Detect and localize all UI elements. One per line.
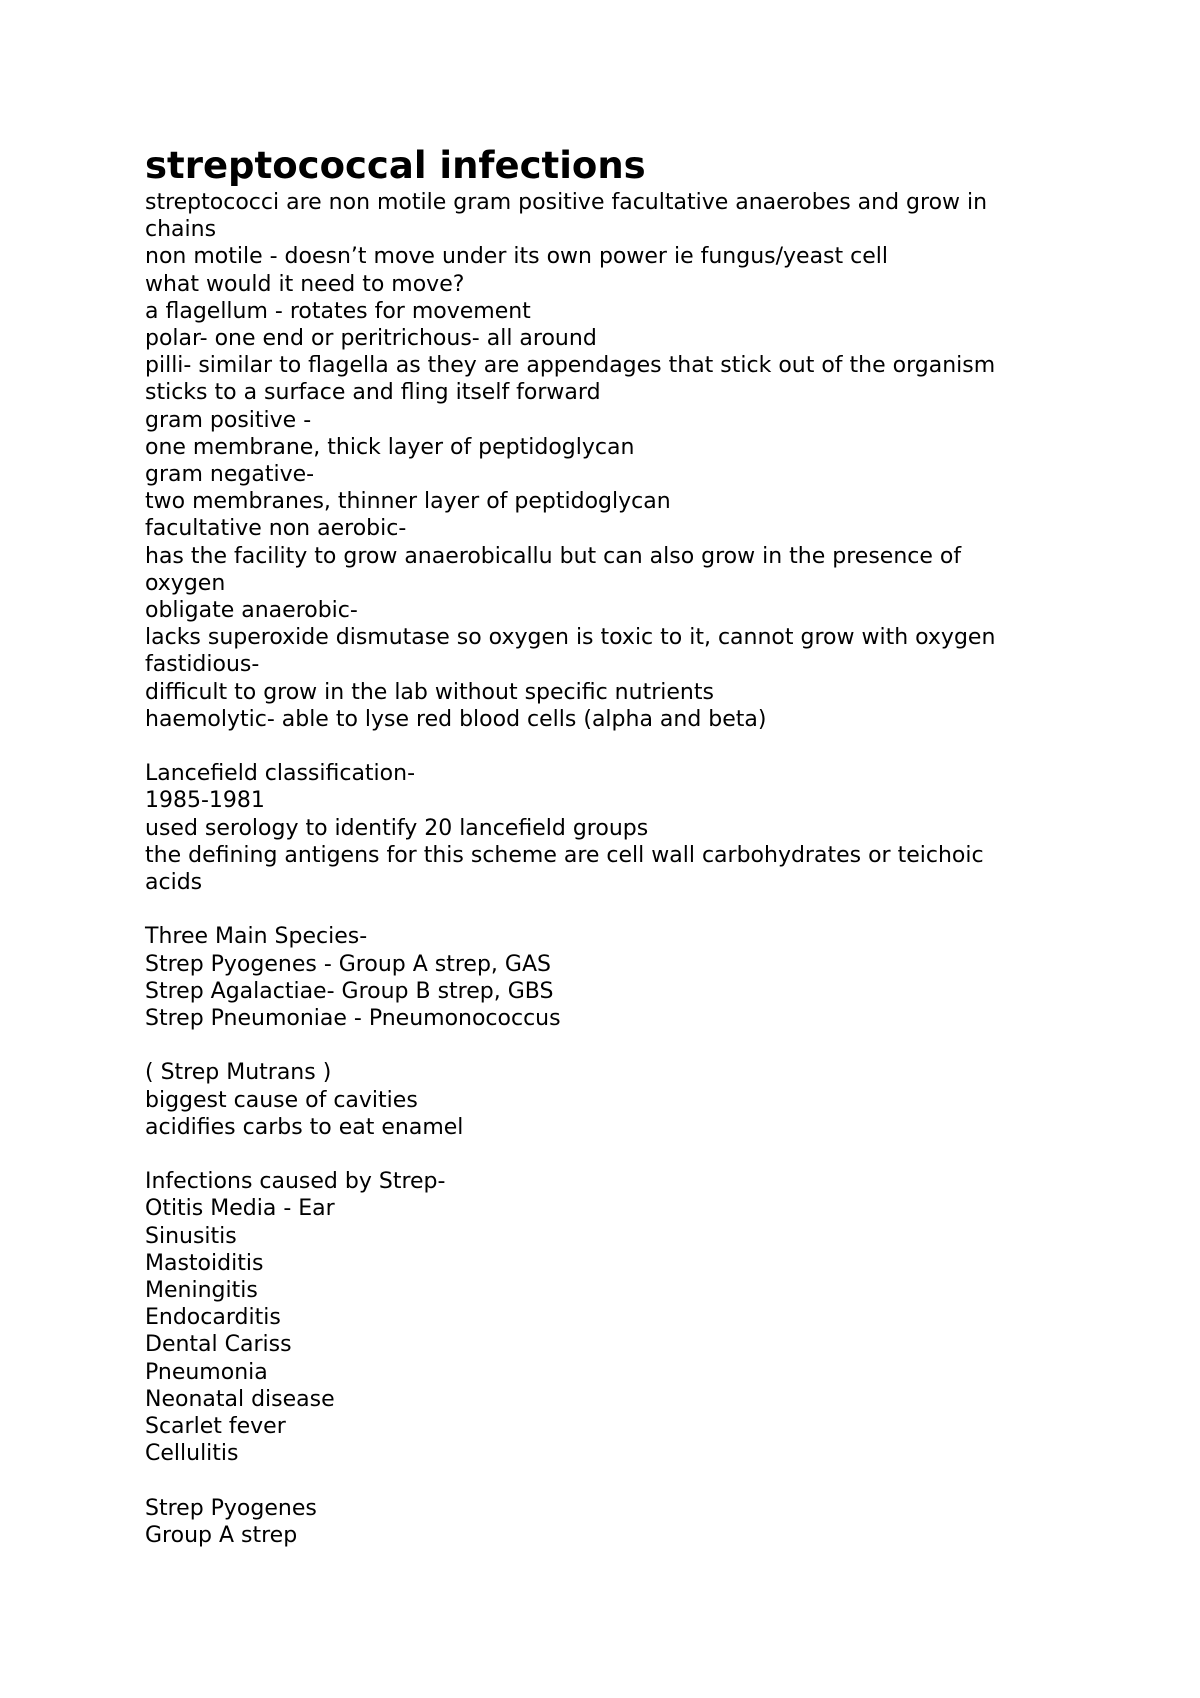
text-line: used serology to identify 20 lancefield groups [145,815,649,841]
text-line: obligate anaerobic- [145,598,358,624]
paragraph [145,760,1065,896]
text-line: non motile - doesn’t move under its own power ie fungus/yeast cell [145,244,888,270]
text-line: Endocarditis [145,1305,281,1331]
text-line: the defining antigens for this scheme are cell wall carbohydrates or teichoic [145,842,984,868]
text-line: acids [145,870,203,896]
text-line: Infections caused by Strep- [145,1169,446,1195]
text-line: Three Main Species- [145,924,368,950]
text-line: Scarlet fever [145,1414,286,1440]
text-line: Pneumonia [145,1359,268,1385]
paragraph-gap [145,896,1065,923]
paragraph [145,1059,1065,1141]
text-line: Strep Agalactiae- Group B strep, GBS [145,978,554,1004]
text-line: fastidious- [145,652,260,678]
text-line: Otitis Media - Ear [145,1196,335,1222]
text-line: Strep Pyogenes - Group A strep, GAS [145,951,551,977]
text-line: sticks to a surface and fling itself forward [145,380,601,406]
document-title: streptococcal infections [145,144,646,187]
document-text [145,189,1065,1549]
text-line: facultative non aerobic- [145,516,407,542]
text-line: difficult to grow in the lab without specific nutrients [145,679,714,705]
text-line: Neonatal disease [145,1386,335,1412]
text-line: a flagellum - rotates for movement [145,298,531,324]
text-line: ( Strep Mutrans ) [145,1060,332,1086]
paragraph-gap [145,1141,1065,1168]
paragraph-gap [145,1467,1065,1494]
text-line: chains [145,217,217,243]
text-line: one membrane, thick layer of peptidoglycan [145,434,635,460]
text-line: Strep Pneumoniae - Pneumonococcus [145,1006,561,1032]
paragraph-gap [145,733,1065,760]
text-line: gram negative- [145,462,315,488]
text-line: Lancefield classification- [145,761,416,787]
text-line: streptococci are non motile gram positive facultative anaerobes and grow in [145,190,988,215]
text-line: Dental Cariss [145,1332,292,1358]
text-line: Meningitis [145,1278,258,1304]
text-line: biggest cause of cavities [145,1087,418,1113]
text-line: what would it need to move? [145,271,465,297]
paragraph [145,923,1065,1032]
document-body [145,143,1065,1549]
text-line: lacks superoxide dismutase so oxygen is toxic to it, cannot grow with oxygen [145,625,996,651]
paragraph [145,189,1065,733]
text-line: polar- one end or peritrichous- all around [145,326,597,352]
paragraph-gap [145,1032,1065,1059]
paragraph [145,1495,1065,1549]
text-line: Group A strep [145,1522,298,1548]
text-line: haemolytic- able to lyse red blood cells (alpha and beta) [145,706,767,732]
text-line: Mastoiditis [145,1250,264,1276]
text-line: acidifies carbs to eat enamel [145,1114,464,1140]
text-line: pilli- similar to flagella as they are appendages that stick out of the organism [145,353,996,379]
paragraph [145,1168,1065,1467]
text-line: oxygen [145,570,226,596]
text-line: two membranes, thinner layer of peptidoglycan [145,489,671,515]
text-line: Cellulitis [145,1441,239,1467]
text-line: 1985-1981 [145,788,265,814]
text-line: Sinusitis [145,1223,237,1249]
text-line: has the facility to grow anaerobicallu but can also grow in the presence of [145,543,962,569]
text-line: Strep Pyogenes [145,1495,317,1521]
text-line: gram positive - [145,407,312,433]
